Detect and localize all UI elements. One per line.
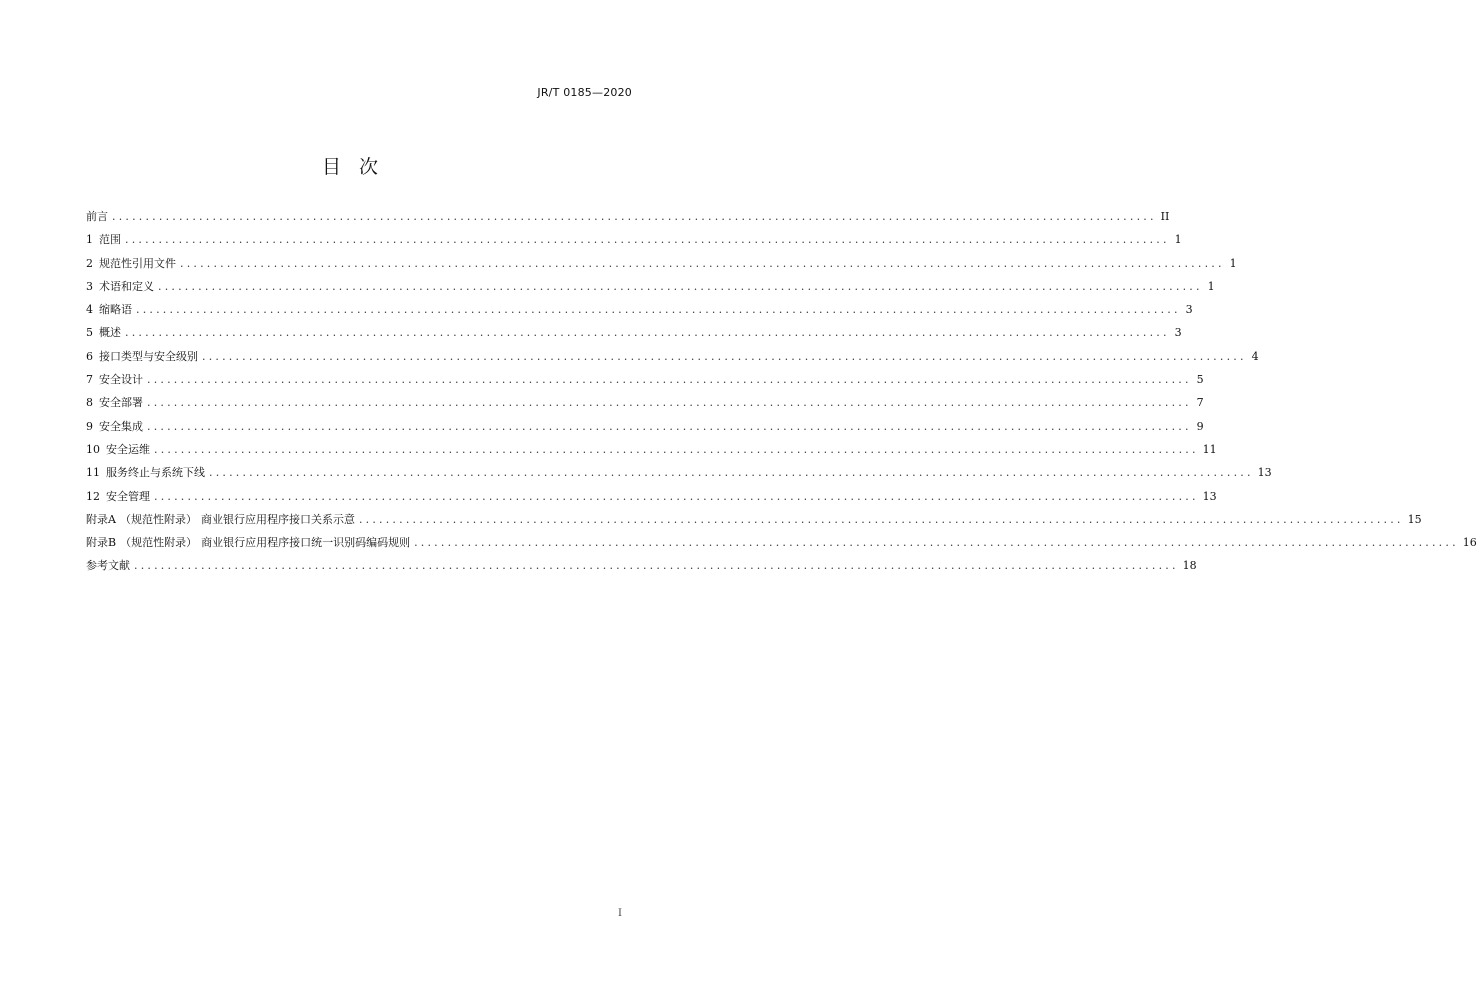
toc-entry-security-deployment[interactable] <box>86 394 1204 417</box>
toc-entry-label: 附录A （规范性附录） 商业银行应用程序接口关系示意 <box>86 512 355 526</box>
toc-dot-leader: ............................................................................................................................................................ <box>414 536 1459 550</box>
toc-entry-appendix-a[interactable] <box>86 511 1422 534</box>
toc-dot-leader: ............................................................................................................................................................ <box>125 233 1170 247</box>
toc-entry-label: 10 安全运维 <box>86 442 150 456</box>
toc-page-number: 1 <box>1174 233 1182 247</box>
toc-dot-leader: ............................................................................................................................................................ <box>180 256 1225 270</box>
toc-page-number: 9 <box>1196 419 1204 433</box>
toc-page-number: 11 <box>1202 442 1217 456</box>
toc-page-number: 15 <box>1407 512 1422 526</box>
toc-page-number: 5 <box>1196 373 1204 387</box>
toc-entry-security-design[interactable] <box>86 371 1204 394</box>
toc-entry-overview[interactable] <box>86 324 1182 347</box>
toc-dot-leader: ............................................................................................................................................................ <box>147 419 1192 433</box>
toc-entry-security-integration[interactable] <box>86 418 1204 441</box>
toc-entry-label: 6 接口类型与安全级别 <box>86 349 198 363</box>
toc-dot-leader: ............................................................................................................................................................ <box>154 442 1199 456</box>
toc-entry-number: 8 <box>86 396 93 410</box>
toc-dot-leader: ............................................................................................................................................................ <box>147 396 1192 410</box>
toc-entry-label: 8 安全部署 <box>86 396 143 410</box>
toc-entry-terms-and-definitions[interactable] <box>86 278 1215 301</box>
toc-entry-number: 9 <box>86 419 93 433</box>
toc-entry-scope[interactable] <box>86 231 1182 254</box>
toc-entry-label: 参考文献 <box>86 559 130 573</box>
toc-dot-leader: ............................................................................................................................................................ <box>136 303 1181 317</box>
toc-entry-label: 12 安全管理 <box>86 489 150 503</box>
table-of-contents <box>86 208 1477 581</box>
title-char-1: 目 <box>321 156 341 178</box>
toc-entry-label: 前言 <box>86 210 108 223</box>
toc-dot-leader: ............................................................................................................................................................ <box>125 326 1170 340</box>
toc-entry-number: 5 <box>86 326 93 340</box>
toc-page-number: 4 <box>1251 349 1259 363</box>
toc-dot-leader: ............................................................................................................................................................ <box>158 279 1203 293</box>
toc-entry-label: 7 安全设计 <box>86 373 143 387</box>
toc-entry-label: 1 范围 <box>86 233 121 247</box>
toc-entry-label: 11 服务终止与系统下线 <box>86 466 205 480</box>
toc-entry-label: 5 概述 <box>86 326 121 340</box>
toc-entry-normative-references[interactable] <box>86 255 1237 278</box>
toc-entry-label: 4 缩略语 <box>86 303 132 317</box>
toc-appendix-type: （规范性附录） <box>119 512 197 526</box>
toc-entry-appendix-b[interactable] <box>86 534 1477 557</box>
toc-entry-number: 附录A <box>86 512 116 526</box>
page-number: I <box>618 908 622 919</box>
toc-dot-leader: ............................................................................................................................................................ <box>154 489 1199 503</box>
toc-page-number: 3 <box>1174 326 1182 340</box>
toc-page-number: 1 <box>1207 279 1215 293</box>
toc-appendix-type: （规范性附录） <box>120 536 198 550</box>
toc-entry-security-operations[interactable] <box>86 441 1217 464</box>
toc-page-number: 1 <box>1229 256 1237 270</box>
toc-entry-label: 2 规范性引用文件 <box>86 256 176 270</box>
toc-page-number: 13 <box>1257 466 1272 480</box>
toc-dot-leader: ............................................................................................................................................................ <box>209 466 1254 480</box>
toc-entry-label: 9 安全集成 <box>86 419 143 433</box>
toc-entry-number: 1 <box>86 233 93 247</box>
toc-entry-number: 4 <box>86 303 93 317</box>
toc-entry-number: 10 <box>86 442 100 456</box>
toc-entry-security-management[interactable] <box>86 488 1217 511</box>
toc-entry-number: 附录B <box>86 536 117 550</box>
title-char-2: 次 <box>359 156 379 178</box>
toc-page-number: 16 <box>1462 536 1477 550</box>
toc-dot-leader: ............................................................................................................................................................ <box>112 210 1157 223</box>
toc-entry-number: 3 <box>86 279 93 293</box>
toc-entry-number: 7 <box>86 373 93 387</box>
toc-dot-leader: ............................................................................................................................................................ <box>134 559 1179 573</box>
toc-page-number: 18 <box>1182 559 1197 573</box>
toc-page-number: II <box>1160 210 1170 223</box>
toc-entry-foreword[interactable] <box>86 208 1170 231</box>
toc-entry-number: 12 <box>86 489 100 503</box>
toc-entry-bibliography[interactable] <box>86 557 1197 580</box>
toc-page-number: 3 <box>1185 303 1193 317</box>
toc-entry-number: 6 <box>86 349 93 363</box>
toc-dot-leader: ............................................................................................................................................................ <box>358 512 1404 526</box>
toc-entry-label: 附录B （规范性附录） 商业银行应用程序接口统一识别码编码规则 <box>86 536 411 550</box>
toc-entry-abbreviations[interactable] <box>86 301 1193 324</box>
toc-page-number: 13 <box>1202 489 1217 503</box>
standard-code: JR/T 0185—2020 <box>537 86 632 99</box>
toc-dot-leader: ............................................................................................................................................................ <box>202 349 1247 363</box>
page-title <box>0 152 700 179</box>
toc-dot-leader: ............................................................................................................................................................ <box>147 373 1192 387</box>
toc-entry-number: 2 <box>86 256 93 270</box>
toc-page-number: 7 <box>1196 396 1204 410</box>
toc-entry-interface-types[interactable] <box>86 348 1259 371</box>
toc-entry-number: 11 <box>86 466 100 480</box>
toc-entry-label: 3 术语和定义 <box>86 279 154 293</box>
toc-entry-service-termination[interactable] <box>86 464 1272 487</box>
